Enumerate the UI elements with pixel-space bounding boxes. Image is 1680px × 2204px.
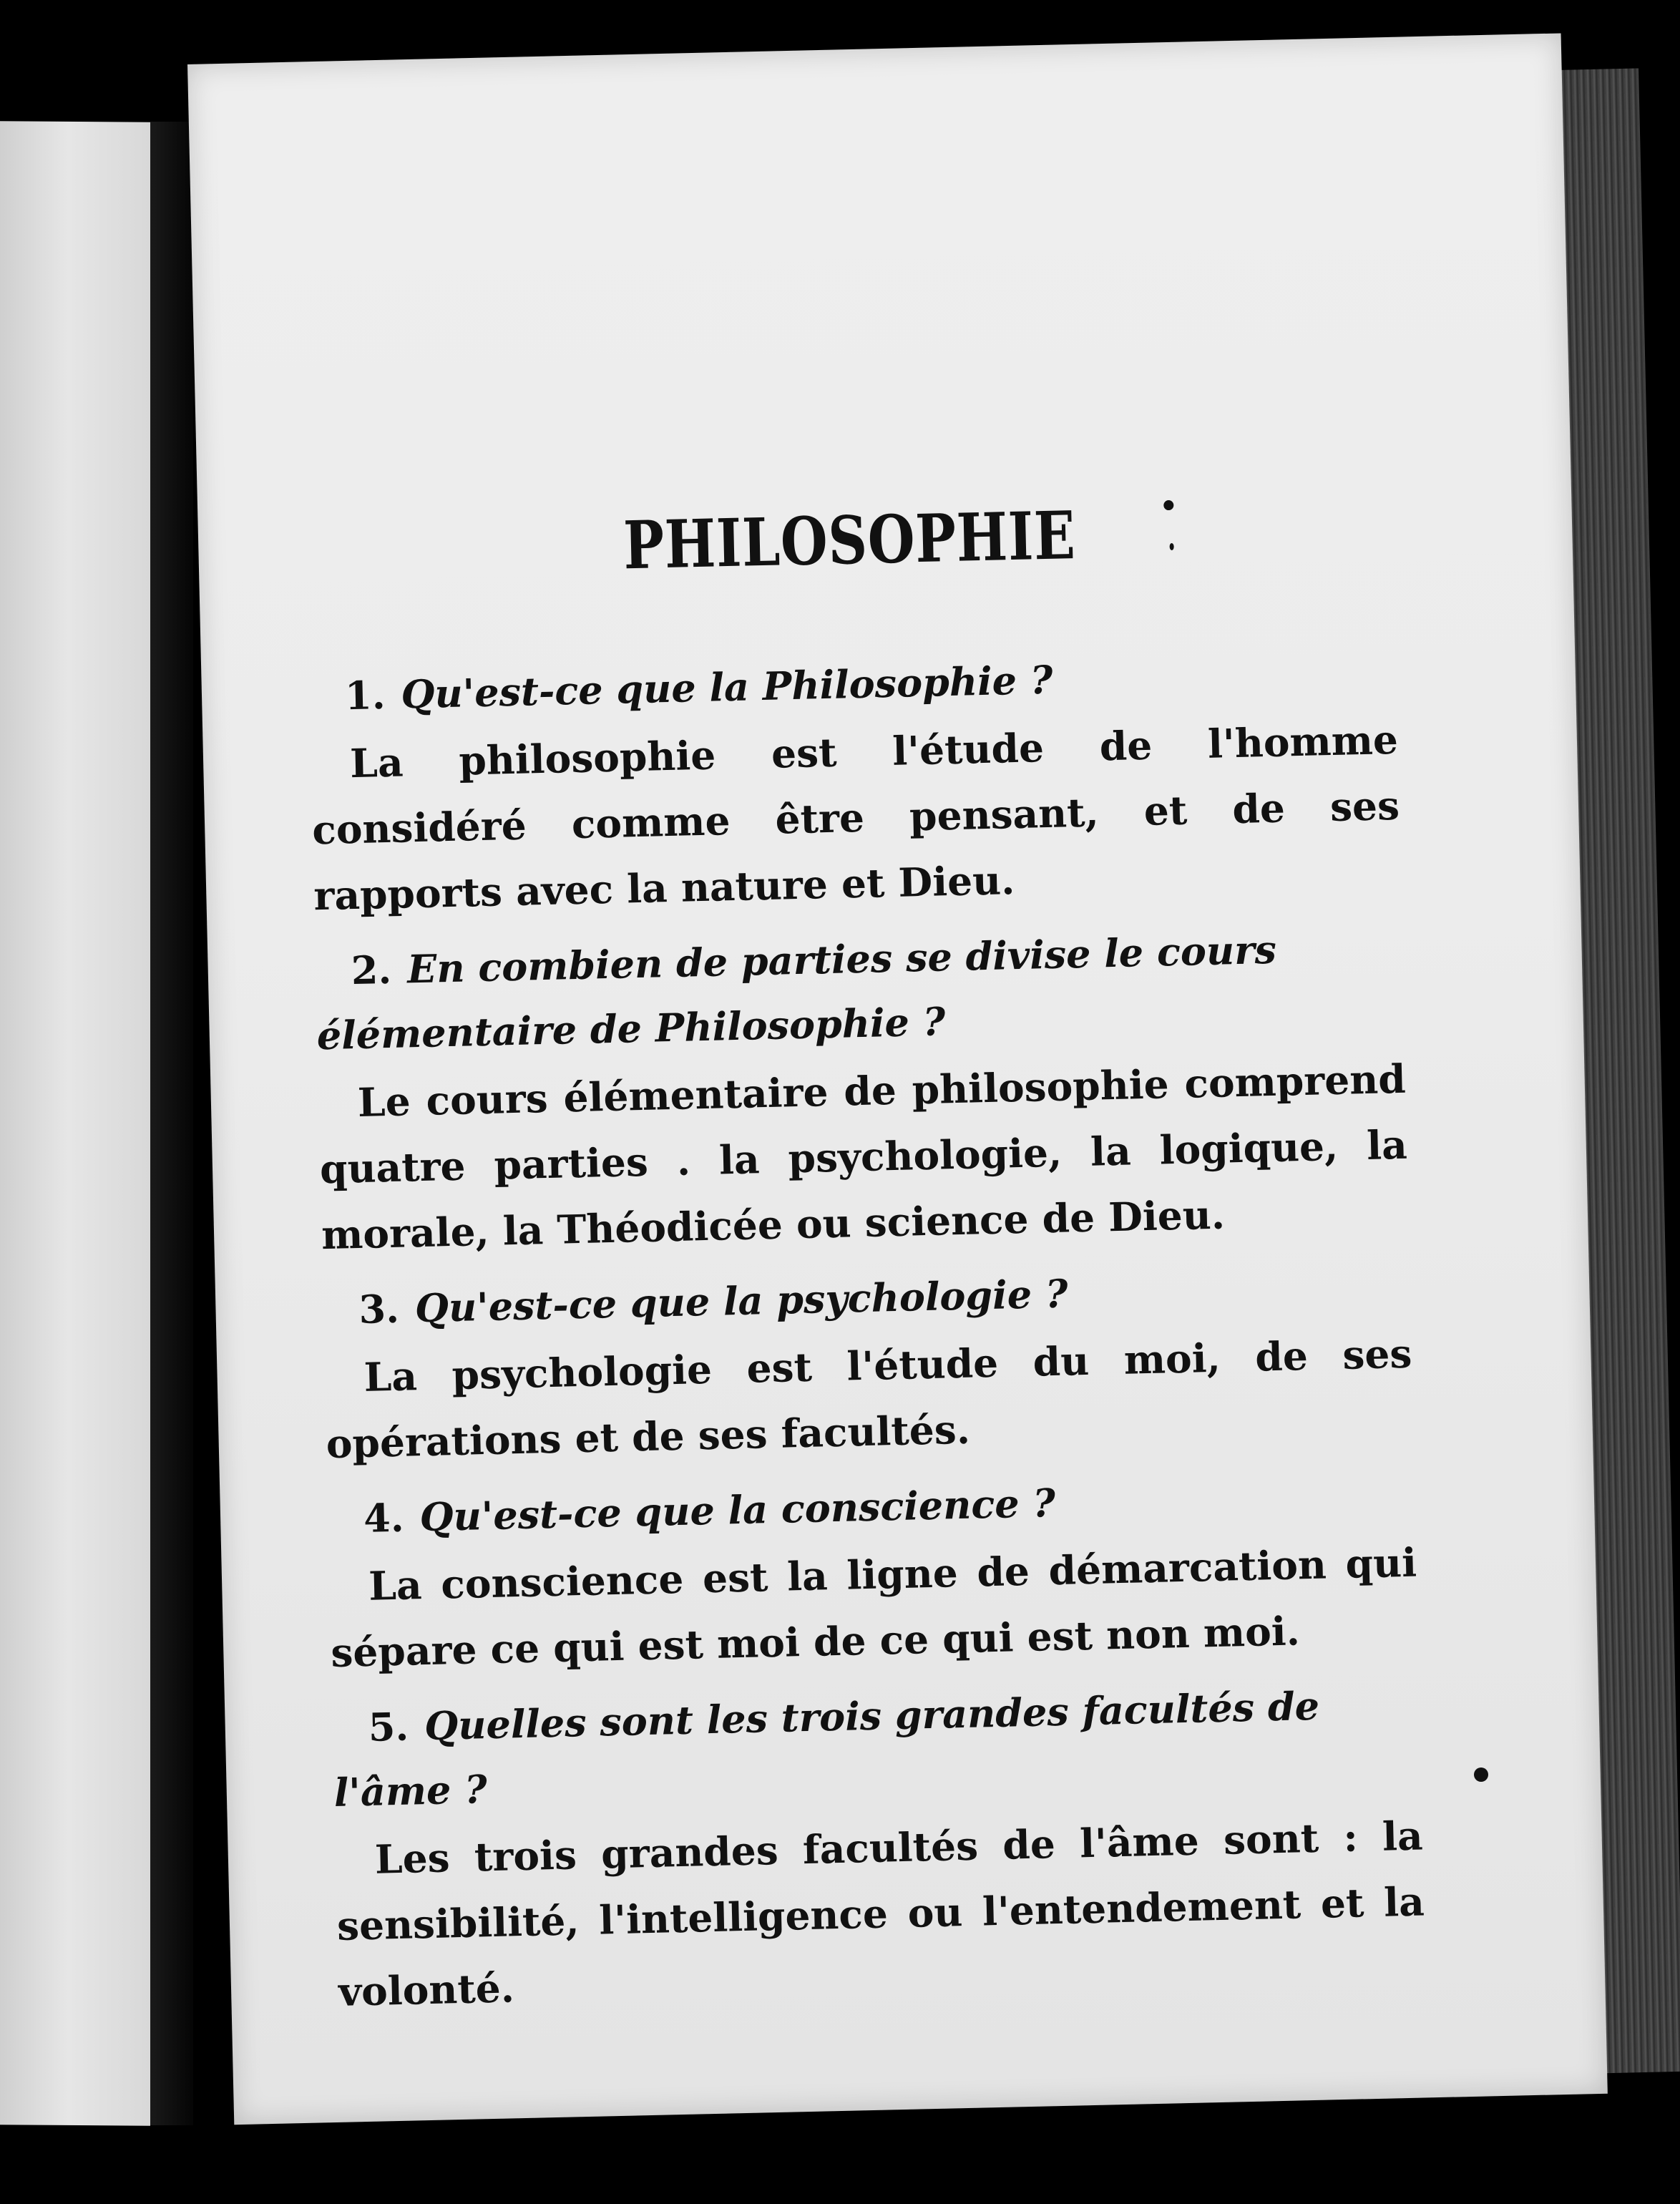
question-number: 5. — [368, 1703, 409, 1750]
answer-2: Le cours élémentaire de philosophie comprend quatre parties . la psychologie, la logique, la morale, la Théodicée ou science de Dieu. — [319, 1055, 1408, 1259]
answer-5: Les trois grandes facultés de l'âme sont : la sensibilité, l'intelligence ou l'entendement et la volonté. — [336, 1812, 1425, 2015]
answer-4: La conscience est la ligne de démarcation qui sépare ce qui est moi de ce qui est non moi. — [330, 1539, 1417, 1677]
qa-item-3 — [323, 1254, 1415, 1477]
question-number: 2. — [351, 946, 392, 994]
book-gutter — [150, 122, 193, 2125]
answer-3: La psychologie est l'étude du moi, de ses opérations et de ses facultés. — [326, 1330, 1413, 1468]
question-text: Quelles sont les trois grandes facultés de l'âme ? — [333, 1682, 1320, 1815]
question-5 — [332, 1672, 1422, 1825]
question-text: Qu'est-ce que la Philosophie ? — [400, 656, 1054, 718]
question-number: 3. — [358, 1285, 400, 1333]
question-text: En combien de parties se divise le cours élémentaire de Philosophie ? — [316, 926, 1277, 1059]
question-text: Qu'est-ce que la psychologie ? — [414, 1270, 1069, 1332]
qa-item-5 — [332, 1672, 1427, 2025]
ink-speck — [1474, 1767, 1488, 1782]
question-number: 1. — [344, 671, 386, 719]
book-page — [187, 33, 1608, 2125]
question-number: 4. — [363, 1494, 405, 1541]
qa-item-4 — [327, 1463, 1419, 1686]
question-text: Qu'est-ce que la conscience ? — [419, 1480, 1056, 1541]
answer-1: La philosophie est l'étude de l'homme considéré comme être pensant, et de ses rapports avec la nature et Dieu. — [311, 716, 1400, 920]
qa-item-2 — [315, 915, 1410, 1268]
page-content — [305, 495, 1427, 2035]
left-page-edge — [0, 121, 150, 2125]
page-title: PHILOSOPHIE — [622, 497, 1077, 585]
qa-item-1 — [308, 640, 1402, 929]
question-2 — [315, 915, 1405, 1068]
